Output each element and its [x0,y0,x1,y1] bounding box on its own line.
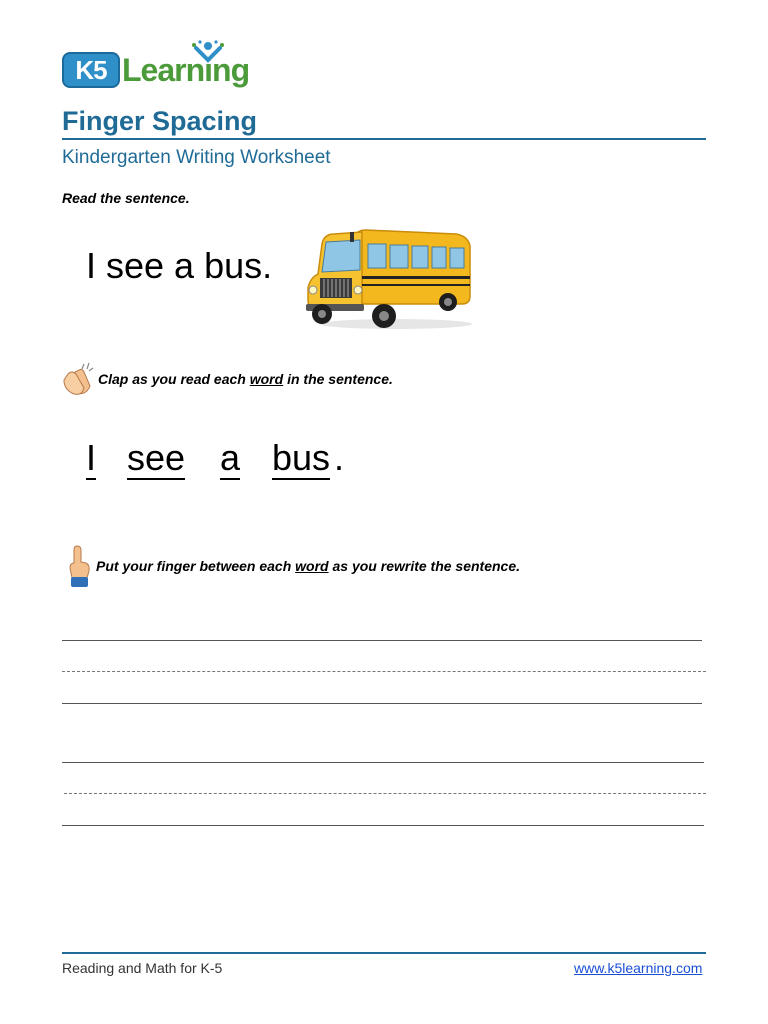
spaced-sentence [0,436,768,486]
footer-tagline: Reading and Math for K-5 [62,960,223,976]
page-title: Finger Spacing [62,106,258,136]
finger-instruction: Put your finger between each word as you rewrite the sentence. [96,558,521,574]
logo-wordmark: Learning [122,52,250,88]
k5-learning-logo [62,40,262,96]
finger-instruction-word: word [295,558,329,574]
logo-person-icon [188,40,228,70]
clap-instruction: Clap as you read each word in the sentence. [98,371,393,387]
writing-base-line [62,825,704,826]
writing-mid-dashed-line [62,671,706,672]
logo-k5-badge: K5 [62,52,120,88]
page-subtitle: Kindergarten Writing Worksheet [62,147,331,168]
writing-top-line [62,762,704,763]
footer-website-link[interactable]: www.k5learning.com [574,960,703,976]
footer-divider [62,952,706,954]
title-divider [62,138,706,140]
clap-instruction-word: word [249,371,284,387]
spaced-word: bus [272,437,331,478]
spaced-word: I [86,437,97,478]
clapping-hands-icon [62,360,96,396]
spaced-word: see [127,437,186,478]
example-sentence: I see a bus. [86,245,273,286]
writing-base-line [62,703,702,704]
spaced-word: a [220,437,241,478]
pointing-finger-icon [64,544,92,588]
read-instruction: Read the sentence. [62,190,190,206]
writing-top-line [62,640,702,641]
writing-mid-dashed-line [64,793,706,794]
spaced-period: . [334,437,345,478]
school-bus-icon [304,224,474,332]
